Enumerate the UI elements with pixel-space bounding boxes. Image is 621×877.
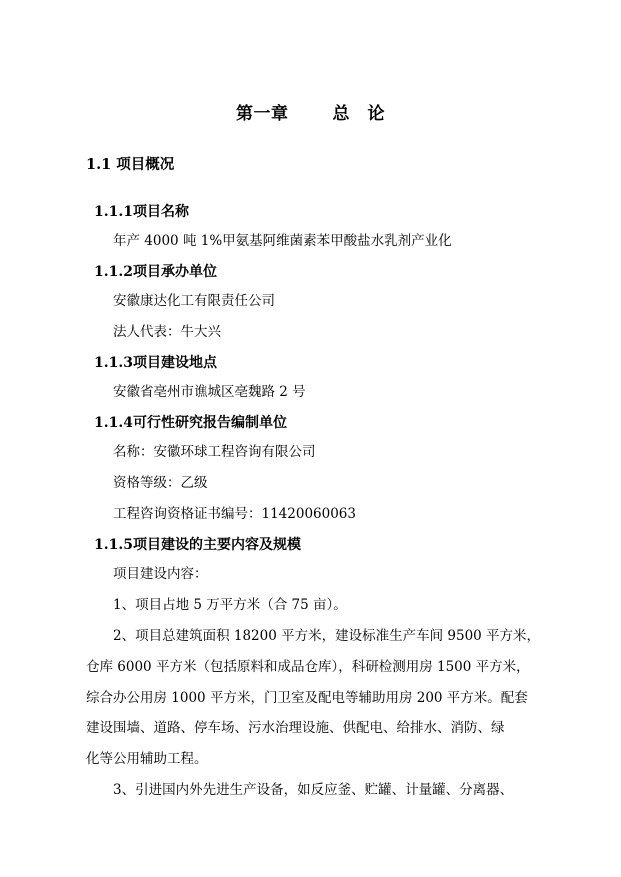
content-item-2-line-3: 综合办公用房 1000 平方米，门卫室及配电等辅助用房 200 平方米。配套 bbox=[86, 690, 528, 706]
section-heading-1-1-1: 1.1.1项目名称 bbox=[94, 204, 189, 220]
construction-content-label: 项目建设内容： bbox=[113, 566, 208, 582]
legal-representative-text: 法人代表：牛大兴 bbox=[113, 324, 221, 340]
section-heading-1-1-2: 1.1.2项目承办单位 bbox=[94, 264, 217, 280]
content-item-2-line-2: 仓库 6000 平方米（包括原料和成品仓库），科研检测用房 1500 平方米， bbox=[86, 659, 530, 675]
certificate-number-text: 工程咨询资格证书编号：11420060063 bbox=[113, 506, 356, 522]
qualification-level-text: 资格等级：乙级 bbox=[113, 475, 208, 491]
content-item-3-line-1: 3、引进国内外先进生产设备，如反应釜、贮罐、计量罐、分离器、 bbox=[113, 782, 514, 798]
chapter-number: 第一章 bbox=[236, 104, 289, 124]
chapter-name: 总 论 bbox=[332, 104, 385, 124]
project-location-text: 安徽省亳州市谯城区亳魏路 2 号 bbox=[113, 384, 306, 400]
section-heading-1-1-5: 1.1.5项目建设的主要内容及规模 bbox=[94, 537, 301, 553]
project-name-text: 年产 4000 吨 1%甲氨基阿维菌素苯甲酸盐水乳剂产业化 bbox=[113, 233, 452, 249]
content-item-1: 1、项目占地 5 万平方米（合 75 亩）。 bbox=[113, 597, 347, 613]
content-item-2-line-4: 建设围墙、道路、停车场、污水治理设施、供配电、给排水、消防、绿 bbox=[86, 720, 505, 736]
section-heading-1-1-4: 1.1.4可行性研究报告编制单位 bbox=[94, 415, 287, 431]
section-heading-1-1-3: 1.1.3项目建设地点 bbox=[94, 355, 217, 371]
chapter-title bbox=[0, 106, 621, 123]
section-heading-1-1: 1.1 项目概况 bbox=[86, 156, 175, 173]
sponsor-company-text: 安徽康达化工有限责任公司 bbox=[113, 293, 275, 309]
content-item-2-line-5: 化等公用辅助工程。 bbox=[86, 751, 208, 767]
compiler-name-text: 名称：安徽环球工程咨询有限公司 bbox=[113, 444, 316, 460]
content-item-2-line-1: 2、项目总建筑面积 18200 平方米，建设标准生产车间 9500 平方米， bbox=[113, 628, 541, 644]
